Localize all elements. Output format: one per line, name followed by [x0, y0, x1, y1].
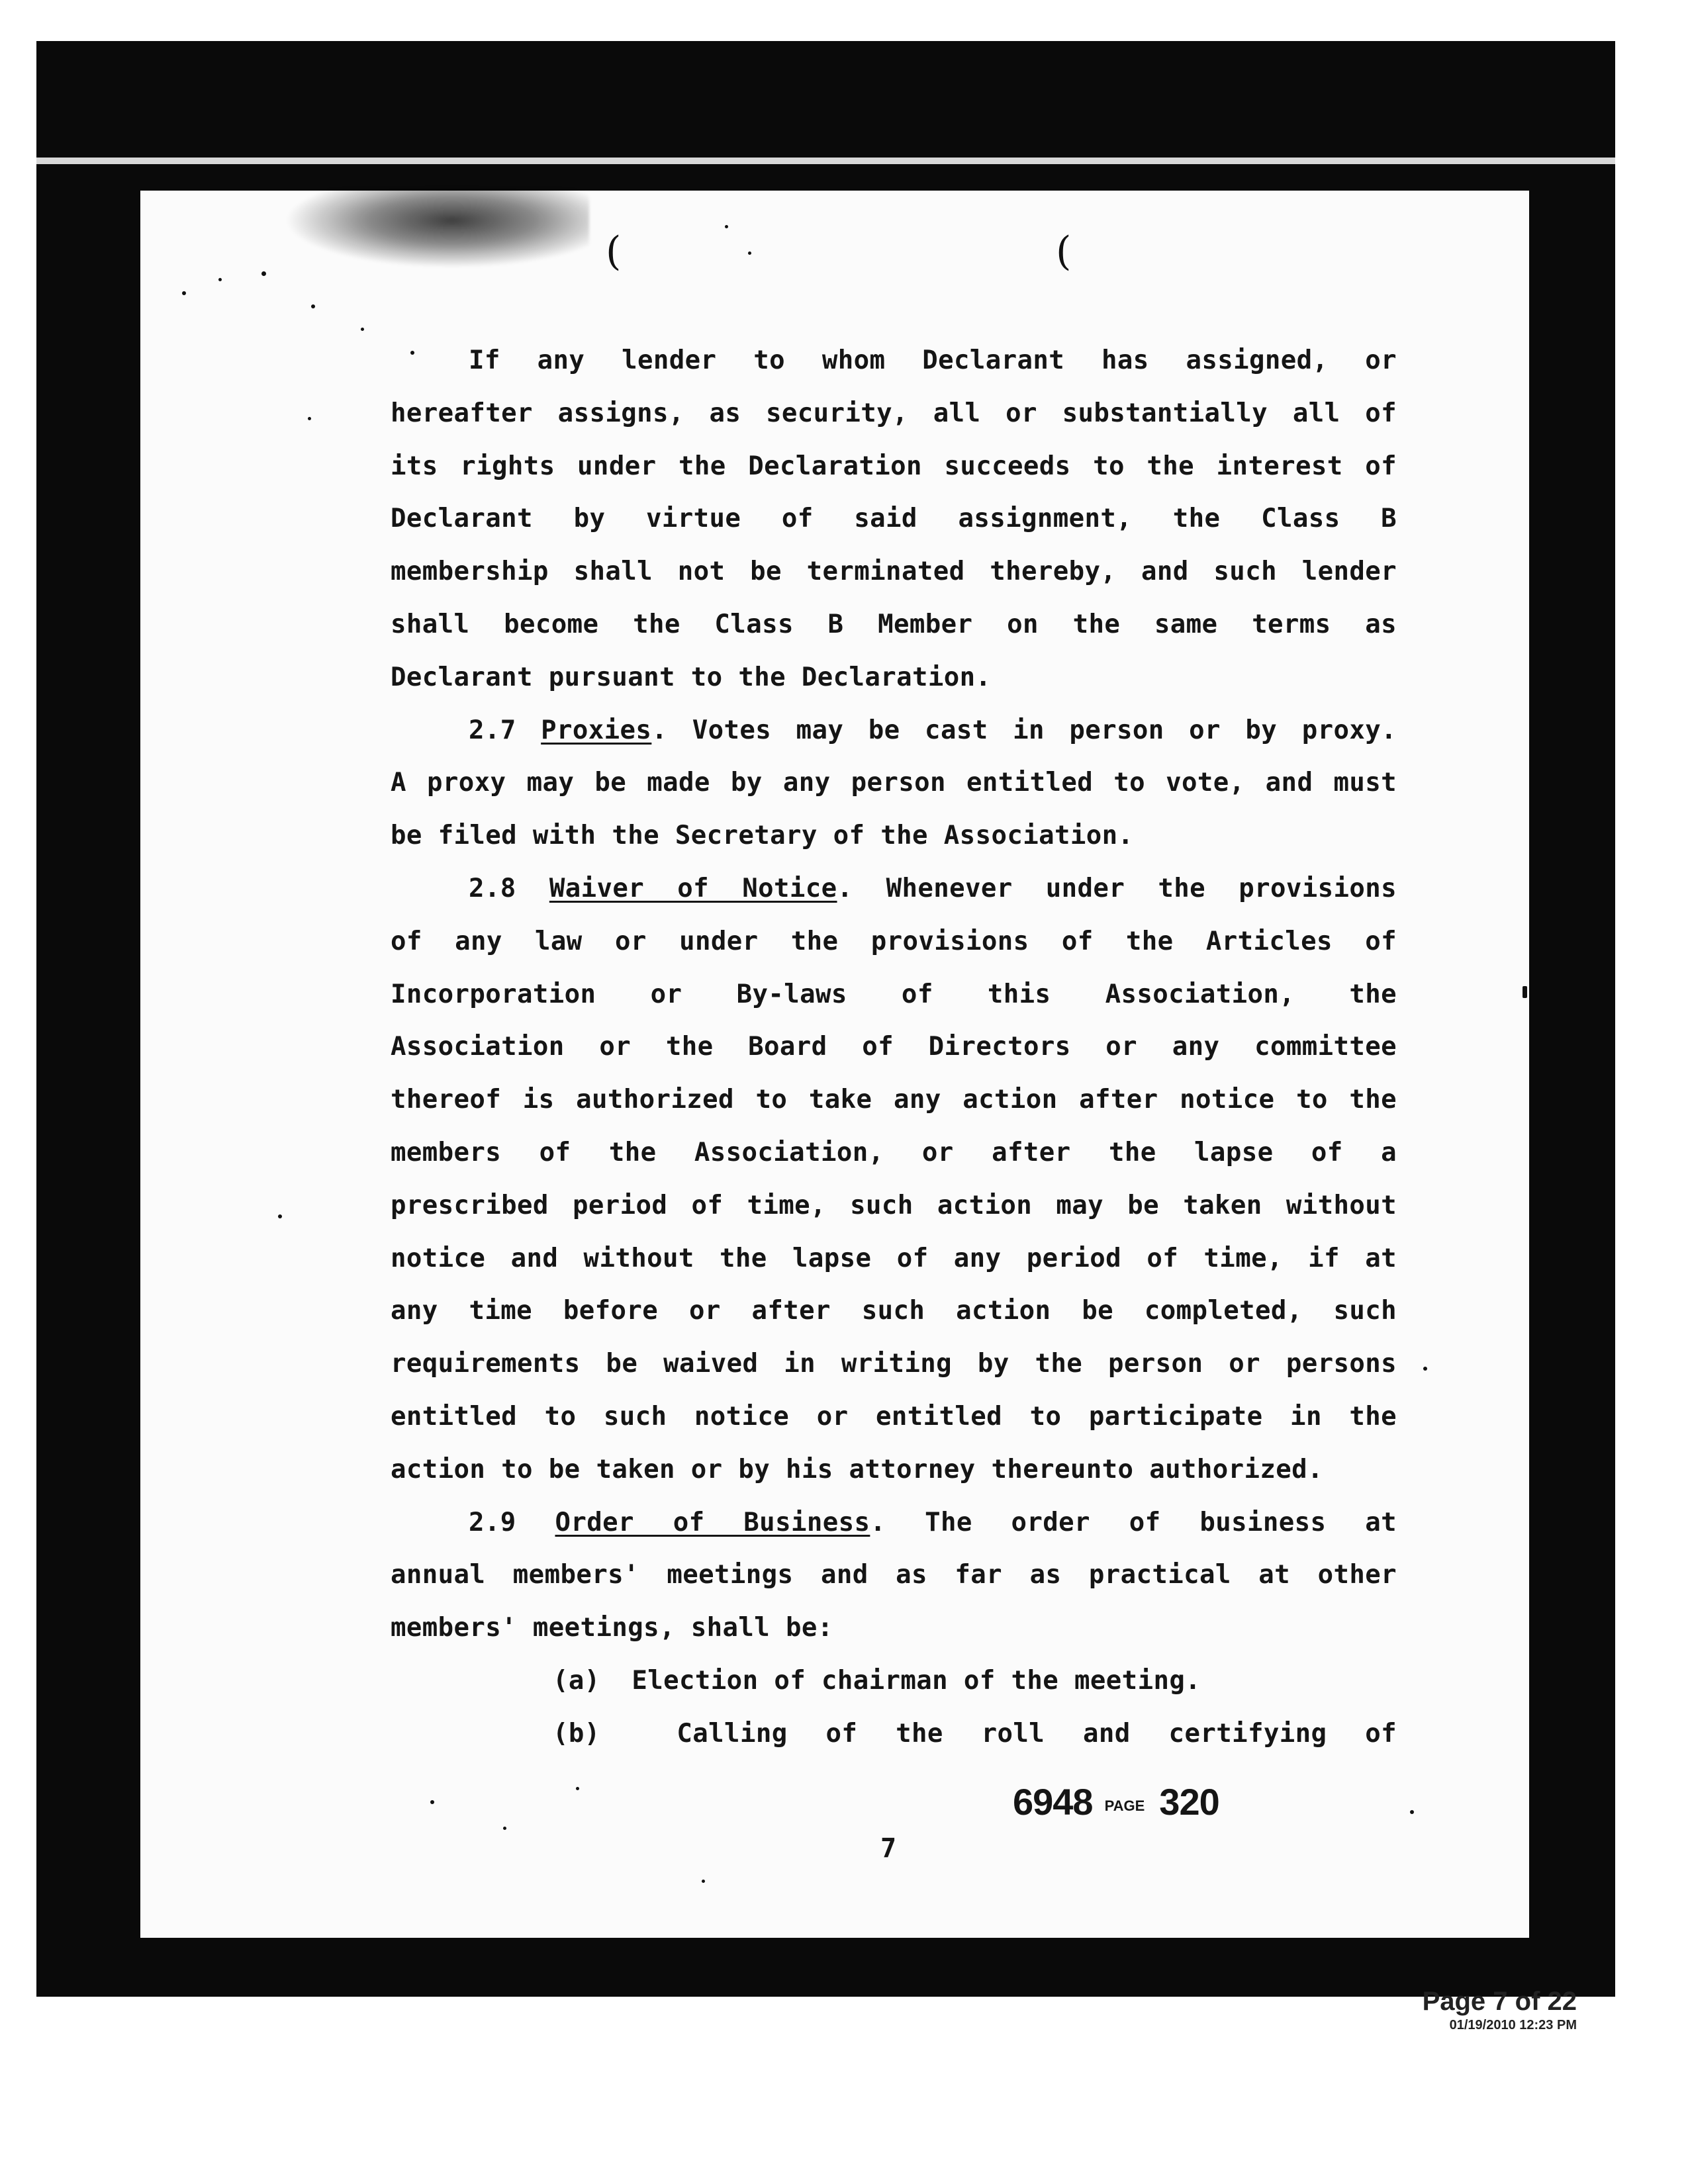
book-number: 6948 — [1013, 1781, 1093, 1823]
scan-mark: ( — [1056, 228, 1072, 275]
paragraph-line: Declarant pursuant to the Declaration. — [391, 662, 992, 692]
paragraph-line: Declarant by virtue of said assignment, the Class B — [391, 504, 1397, 534]
section-title: Waiver of Notice — [549, 873, 837, 903]
scan-speck — [278, 1214, 282, 1218]
paragraph-line: thereof is authorized to take any action after notice to the — [391, 1085, 1397, 1115]
section-text: . The order of business at — [870, 1507, 1397, 1537]
scan-speck — [182, 291, 186, 295]
scan-speck — [311, 304, 315, 308]
scan-speck — [308, 417, 311, 420]
section-number: 2.7 — [469, 715, 516, 745]
section-heading-line — [391, 1496, 1397, 1549]
paragraph-line: Incorporation or By-laws of this Association, the — [391, 979, 1397, 1009]
scan-top-band-edge — [36, 158, 1615, 164]
page-label: PAGE — [1104, 1797, 1145, 1814]
list-item — [391, 1655, 1397, 1707]
list-item-label: (b) — [553, 1718, 600, 1749]
paragraph-line: action to be taken or by his attorney thereunto authorized. — [391, 1454, 1323, 1484]
section-title: Order of Business — [555, 1507, 870, 1537]
scan-speck — [702, 1880, 705, 1883]
scan-speck — [261, 271, 266, 276]
paragraph-line: annual members' meetings and as far as practical at other — [391, 1560, 1397, 1590]
scan-speck — [576, 1787, 579, 1790]
paragraph-line: requirements be waived in writing by the person or persons — [391, 1349, 1397, 1379]
paragraph-line: entitled to such notice or entitled to participate in the — [391, 1401, 1397, 1432]
paragraph-line: members of the Association, or after the lapse of a — [391, 1137, 1397, 1167]
footer — [1423, 1987, 1577, 2033]
scan-smudge — [285, 189, 589, 268]
scan-speck — [361, 328, 364, 331]
paragraph-line: A proxy may be made by any person entitled to vote, and must — [391, 768, 1397, 798]
scan-speck — [218, 278, 222, 281]
scan-speck — [503, 1827, 506, 1830]
scan-speck — [1523, 986, 1527, 998]
section-number: 2.8 — [469, 873, 516, 903]
scan-speck — [1423, 1367, 1427, 1371]
scan-speck — [725, 225, 728, 228]
paragraph-line: prescribed period of time, such action may be taken without — [391, 1190, 1397, 1220]
paragraph-line: be filed with the Secretary of the Association. — [391, 821, 1134, 851]
scan-speck — [1410, 1810, 1414, 1814]
paragraph-line: notice and without the lapse of any period of time, if at — [391, 1243, 1397, 1273]
scan-speck — [748, 251, 751, 255]
section-number: 2.9 — [469, 1507, 516, 1537]
paragraph-line: Association or the Board of Directors or any committee — [391, 1032, 1397, 1062]
paragraph-line: hereafter assigns, as security, all or substantially all of — [391, 398, 1397, 428]
list-item-text: Calling of the roll and certifying of — [677, 1718, 1397, 1749]
list-item — [391, 1707, 1397, 1760]
document-body — [391, 334, 1397, 1760]
paragraph-line: its rights under the Declaration succeeds to the interest of — [391, 451, 1397, 481]
page-counter: Page 7 of 22 — [1422, 1987, 1577, 2016]
scan-speck — [430, 1800, 434, 1804]
scan-mark: ( — [606, 228, 622, 275]
section-title: Proxies — [541, 715, 652, 745]
list-item-label: (a) — [553, 1665, 600, 1696]
paragraph-line: shall become the Class B Member on the same terms as — [391, 609, 1397, 639]
paragraph-line: If any lender to whom Declarant has assigned, or — [469, 345, 1397, 375]
section-text: . Whenever under the provisions — [837, 873, 1397, 903]
print-timestamp: 01/19/2010 12:23 PM — [1449, 2018, 1577, 2032]
section-heading-line — [391, 862, 1397, 915]
section-text: . Votes may be cast in person or by proxy. — [651, 715, 1397, 745]
list-item-text: Election of chairman of the meeting. — [632, 1665, 1201, 1696]
paragraph-line: of any law or under the provisions of the Articles of — [391, 926, 1397, 956]
book-page-reference — [1013, 1780, 1219, 1823]
book-page-number: 320 — [1159, 1781, 1219, 1823]
page-number: 7 — [880, 1833, 897, 1864]
paragraph-line: any time before or after such action be completed, such — [391, 1296, 1397, 1326]
paragraph-line: members' meetings, shall be: — [391, 1613, 833, 1643]
section-heading-line — [391, 704, 1397, 757]
paragraph-line: membership shall not be terminated thereby, and such lender — [391, 557, 1397, 587]
